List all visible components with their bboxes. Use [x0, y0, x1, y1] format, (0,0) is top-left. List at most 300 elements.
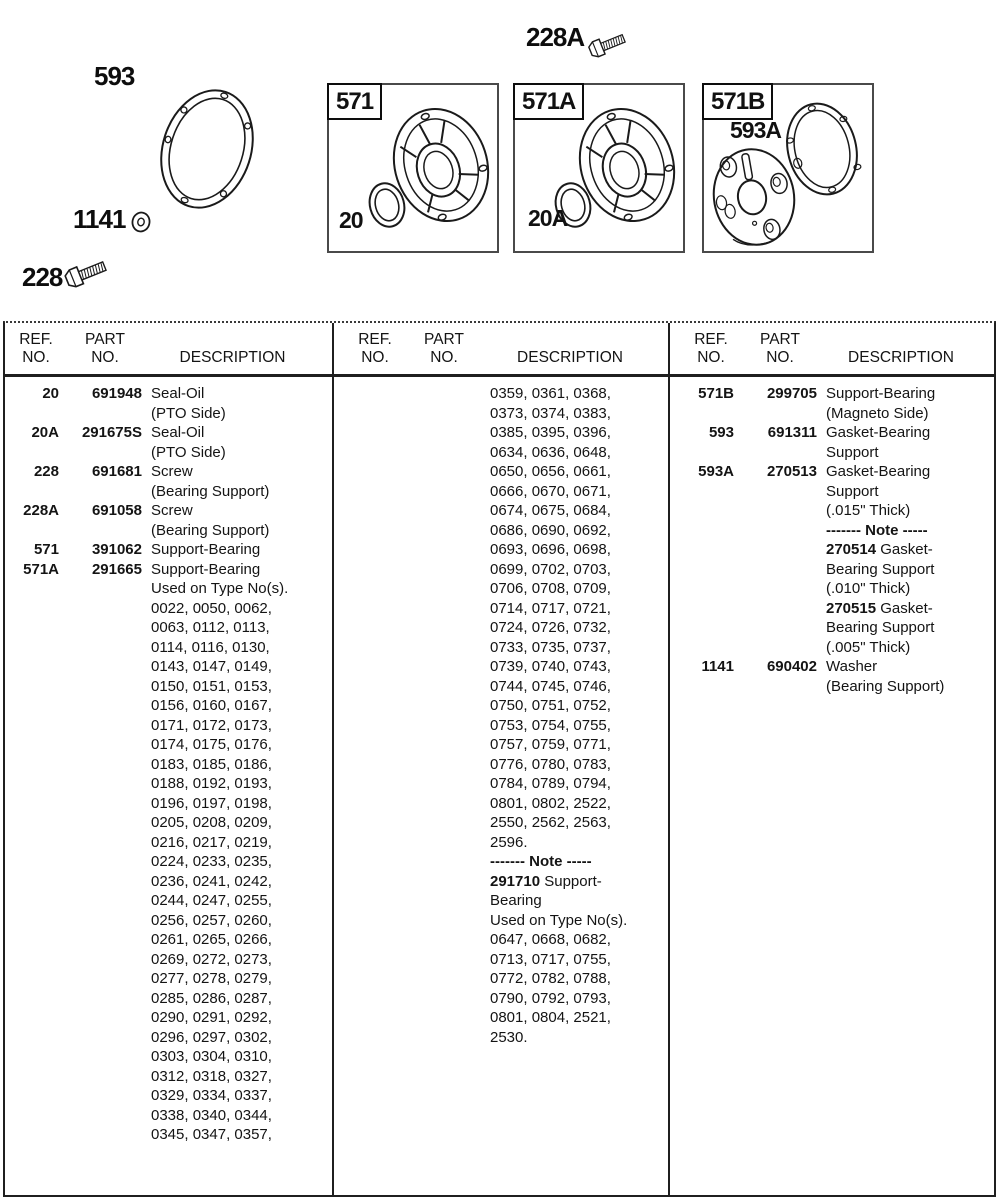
description-cell: 2530.: [490, 1028, 528, 1046]
ref-no-cell: [352, 969, 398, 989]
part-row-continuation: [13, 833, 328, 853]
part-row: [13, 560, 328, 580]
ref-no-cell: 571B: [698, 385, 734, 402]
ref-no-cell: [688, 677, 734, 697]
ref-no-cell: [13, 1047, 59, 1067]
part-row-continuation: [352, 404, 664, 424]
part-no-cell: [407, 891, 481, 911]
part-row-continuation: [13, 1086, 328, 1106]
part-no-cell: [407, 384, 481, 404]
part-no-cell: [68, 1067, 142, 1087]
part-row-continuation: [352, 735, 664, 755]
part-row: [13, 462, 328, 482]
part-no-cell: [68, 1125, 142, 1145]
description-cell: Bearing: [490, 892, 542, 909]
ref-no-cell: 228A: [23, 502, 59, 519]
part-row-continuation: [352, 618, 664, 638]
column3-header: [668, 323, 994, 374]
part-row-continuation: [688, 521, 990, 541]
ref-no-cell: [352, 930, 398, 950]
description-cell: 0143, 0147, 0149,: [151, 658, 272, 675]
part-no-cell: [407, 813, 481, 833]
ref-no-cell: [13, 911, 59, 931]
description-cell: Screw: [151, 463, 193, 480]
part-no-cell: [68, 735, 142, 755]
part-row-continuation: [13, 1067, 328, 1087]
part-row-continuation: [13, 794, 328, 814]
ref-no-cell: [13, 638, 59, 658]
part-no-cell: [407, 521, 481, 541]
part-box-571b: [702, 83, 874, 253]
description-cell: Washer: [826, 658, 878, 675]
part-row-continuation: [688, 560, 990, 580]
description-cell: 0757, 0759, 0771,: [490, 736, 611, 753]
ref-no-cell: [352, 891, 398, 911]
part-no-cell: [68, 443, 142, 463]
part-row-continuation: [688, 677, 990, 697]
part-row-continuation: [352, 540, 664, 560]
part-row-continuation: [13, 638, 328, 658]
part-row-continuation: [352, 852, 664, 872]
ref-no-cell: [352, 872, 398, 892]
part-no-header: PART NO.: [760, 331, 800, 366]
description-cell: 0776, 0780, 0783,: [490, 755, 611, 773]
description-header: DESCRIPTION: [179, 349, 286, 366]
part-row-continuation: [352, 969, 664, 989]
ref-no-cell: [352, 618, 398, 638]
part-row: [13, 501, 328, 521]
ref-no-cell: [688, 404, 734, 424]
description-cell: 0296, 0297, 0302,: [151, 1028, 272, 1046]
description-cell: 0196, 0197, 0198,: [151, 794, 272, 812]
part-no-cell: [743, 482, 817, 502]
callout-label-228a: 228A: [526, 22, 585, 52]
ref-no-cell: [13, 618, 59, 638]
callout-label-20: 20: [339, 207, 363, 233]
part-row-continuation: [352, 1028, 664, 1048]
description-cell: 270514 Gasket-: [826, 541, 933, 558]
ref-no-cell: [352, 560, 398, 580]
description-cell: (PTO Side): [151, 404, 226, 422]
part-row-continuation: [13, 852, 328, 872]
ref-no-cell: [688, 482, 734, 502]
description-cell: Bearing Support: [826, 560, 935, 578]
ref-no-cell: [688, 579, 734, 599]
part-no-cell: [68, 638, 142, 658]
ref-no-cell: [352, 579, 398, 599]
ref-no-cell: [352, 755, 398, 775]
ref-no-cell: [13, 755, 59, 775]
part-no-cell: 691948: [91, 385, 142, 402]
ref-no-cell: [13, 813, 59, 833]
ref-no-cell: [13, 677, 59, 697]
part-no-cell: [407, 618, 481, 638]
ref-no-cell: [688, 638, 734, 658]
part-row: [688, 462, 990, 482]
ref-no-cell: [13, 950, 59, 970]
description-cell: Support: [826, 443, 879, 461]
ref-no-cell: [352, 911, 398, 931]
ref-no-cell: 571A: [23, 560, 59, 578]
part-row-continuation: [13, 872, 328, 892]
ref-no-header: REF. NO.: [694, 331, 728, 366]
description-cell: Support-Bearing: [151, 541, 261, 558]
description-cell: 0739, 0740, 0743,: [490, 658, 611, 675]
part-no-cell: [68, 969, 142, 989]
ref-no-cell: 228: [33, 463, 59, 480]
ref-no-cell: [13, 891, 59, 911]
ref-no-cell: [13, 579, 59, 599]
table-column-2: [332, 377, 668, 1195]
part-row-continuation: [688, 443, 990, 463]
part-no-cell: [407, 696, 481, 716]
part-no-cell: [407, 833, 481, 853]
description-cell: Bearing Support: [826, 619, 935, 636]
description-cell: Gasket-Bearing: [826, 463, 931, 480]
part-row-continuation: [13, 989, 328, 1009]
part-no-cell: [68, 930, 142, 950]
description-cell: 0269, 0272, 0273,: [151, 950, 272, 968]
part-row-continuation: [352, 716, 664, 736]
ref-no-cell: [352, 443, 398, 463]
ref-no-cell: [13, 969, 59, 989]
ref-no-cell: [13, 989, 59, 1009]
column2-header: [332, 323, 668, 374]
part-box-571: [327, 83, 499, 253]
ref-no-cell: 1141: [701, 658, 734, 675]
part-row-continuation: [352, 423, 664, 443]
table-body: [5, 377, 994, 1195]
part-row-continuation: [13, 618, 328, 638]
part-row: [13, 384, 328, 404]
ref-no-cell: [688, 501, 734, 521]
ref-no-cell: [352, 950, 398, 970]
part-row-continuation: [352, 599, 664, 619]
ref-no-cell: [352, 482, 398, 502]
part-row-continuation: [13, 1047, 328, 1067]
ref-no-cell: [352, 599, 398, 619]
description-cell: Seal-Oil: [151, 424, 205, 441]
description-cell: 0256, 0257, 0260,: [151, 911, 272, 929]
part-no-cell: [68, 599, 142, 619]
part-no-cell: [68, 1008, 142, 1028]
part-no-cell: [407, 462, 481, 482]
part-row-continuation: [352, 677, 664, 697]
ref-no-cell: [352, 774, 398, 794]
ref-no-cell: [13, 833, 59, 853]
description-cell: 0312, 0318, 0327,: [151, 1067, 272, 1085]
description-cell: (Bearing Support): [826, 677, 945, 695]
part-row-continuation: [13, 716, 328, 736]
ref-no-cell: [13, 1008, 59, 1028]
description-cell: 0285, 0286, 0287,: [151, 989, 272, 1007]
part-row-continuation: [13, 1028, 328, 1048]
part-row-continuation: [13, 813, 328, 833]
part-no-cell: [68, 1028, 142, 1048]
part-no-cell: [68, 911, 142, 931]
part-no-cell: [68, 794, 142, 814]
ref-no-cell: [352, 638, 398, 658]
part-no-cell: 691058: [91, 502, 142, 519]
callout-label-593a: 593A: [730, 117, 781, 143]
description-cell: Support-Bearing: [151, 560, 261, 578]
part-row-continuation: [13, 969, 328, 989]
ref-no-cell: [352, 404, 398, 424]
ref-no-cell: [352, 989, 398, 1009]
part-row-continuation: [13, 891, 328, 911]
description-cell: 0345, 0347, 0357,: [151, 1126, 272, 1143]
description-cell: (PTO Side): [151, 443, 226, 461]
description-cell: (.005" Thick): [826, 638, 911, 656]
part-no-cell: [407, 677, 481, 697]
ref-no-cell: 20: [42, 385, 59, 402]
part-row-continuation: [352, 891, 664, 911]
washer-1141-icon: [128, 209, 154, 235]
part-row-continuation: [13, 911, 328, 931]
description-cell: 291710 Support-: [490, 872, 602, 890]
part-no-cell: [407, 404, 481, 424]
ref-no-cell: [688, 521, 734, 541]
ref-no-cell: [13, 1106, 59, 1126]
part-no-cell: [743, 579, 817, 599]
part-row-continuation: [352, 930, 664, 950]
ref-no-cell: [13, 521, 59, 541]
part-row-continuation: [13, 1106, 328, 1126]
ref-no-cell: [13, 930, 59, 950]
description-cell: 0647, 0668, 0682,: [490, 931, 611, 948]
ref-no-cell: [688, 618, 734, 638]
part-no-cell: [407, 716, 481, 736]
description-cell: 0216, 0217, 0219,: [151, 833, 272, 851]
ref-no-cell: [352, 794, 398, 814]
part-row-continuation: [13, 482, 328, 502]
description-cell: 0156, 0160, 0167,: [151, 697, 272, 714]
description-cell: 0224, 0233, 0235,: [151, 853, 272, 870]
part-row-continuation: [688, 540, 990, 560]
part-row-continuation: [352, 482, 664, 502]
part-no-cell: [407, 911, 481, 931]
description-cell: 0650, 0656, 0661,: [490, 463, 611, 480]
part-no-cell: 270513: [766, 463, 817, 480]
part-no-cell: [743, 560, 817, 580]
hex-bolt-228a-icon: [586, 22, 634, 60]
description-cell: 0063, 0112, 0113,: [151, 619, 270, 636]
part-no-cell: [68, 1047, 142, 1067]
ref-no-cell: [13, 1067, 59, 1087]
part-row: [688, 423, 990, 443]
part-row-continuation: [352, 579, 664, 599]
part-row: [352, 384, 664, 404]
part-no-cell: [68, 521, 142, 541]
description-cell: 0385, 0395, 0396,: [490, 424, 611, 441]
part-row-continuation: [688, 482, 990, 502]
description-cell: Support-Bearing: [826, 385, 936, 402]
part-row-continuation: [13, 599, 328, 619]
callout-label-20a: 20A: [528, 205, 568, 231]
part-no-cell: [407, 540, 481, 560]
part-no-cell: 691311: [767, 424, 817, 441]
part-no-cell: [68, 677, 142, 697]
description-cell: 0373, 0374, 0383,: [490, 404, 611, 422]
part-row-continuation: [352, 911, 664, 931]
part-no-cell: [407, 560, 481, 580]
ref-no-cell: [352, 540, 398, 560]
ref-no-cell: [13, 482, 59, 502]
description-cell: 0674, 0675, 0684,: [490, 502, 611, 519]
part-row-continuation: [352, 950, 664, 970]
description-cell: 0733, 0735, 0737,: [490, 638, 611, 656]
description-cell: Screw: [151, 502, 193, 519]
part-row: [13, 540, 328, 560]
part-row-continuation: [352, 521, 664, 541]
part-box-tag-571b: 571B: [702, 83, 773, 120]
part-row-continuation: [352, 774, 664, 794]
ref-no-cell: 593: [708, 424, 734, 441]
description-cell: 2596.: [490, 833, 528, 851]
description-cell: 0303, 0304, 0310,: [151, 1048, 272, 1065]
part-no-header: PART NO.: [424, 331, 464, 366]
part-row-continuation: [13, 1125, 328, 1145]
callout-label-228: 228: [22, 262, 63, 292]
ref-no-cell: [688, 540, 734, 560]
description-cell: 0750, 0751, 0752,: [490, 697, 611, 714]
description-cell: 0801, 0802, 2522,: [490, 794, 611, 812]
part-no-cell: [407, 599, 481, 619]
ref-no-cell: 571: [33, 541, 59, 558]
ref-no-cell: [352, 1008, 398, 1028]
part-box-571a: [513, 83, 685, 253]
ref-no-cell: [352, 833, 398, 853]
part-row-continuation: [688, 599, 990, 619]
description-cell: 0150, 0151, 0153,: [151, 677, 272, 695]
description-cell: 0114, 0116, 0130,: [151, 638, 270, 656]
part-no-cell: 291675S: [81, 424, 142, 441]
part-row-continuation: [352, 443, 664, 463]
part-no-cell: [68, 891, 142, 911]
description-cell: 0634, 0636, 0648,: [490, 443, 611, 461]
part-no-cell: 690402: [766, 658, 817, 675]
description-header: DESCRIPTION: [517, 349, 623, 366]
part-no-cell: [68, 716, 142, 736]
gasket-ring-593-icon: [148, 82, 266, 216]
description-cell: Used on Type No(s).: [151, 580, 289, 597]
description-cell: ------- Note -----: [490, 853, 592, 870]
part-row-continuation: [688, 618, 990, 638]
part-row-continuation: [688, 579, 990, 599]
part-no-cell: [68, 404, 142, 424]
description-cell: 0188, 0192, 0193,: [151, 775, 272, 792]
part-row-continuation: [13, 443, 328, 463]
callout-label-1141: 1141: [73, 204, 126, 234]
description-cell: 0699, 0702, 0703,: [490, 560, 611, 578]
part-row-continuation: [13, 579, 328, 599]
description-cell: 0713, 0717, 0755,: [490, 950, 611, 968]
part-no-cell: [743, 404, 817, 424]
description-cell: 0236, 0241, 0242,: [151, 872, 272, 890]
hex-bolt-228-icon: [62, 248, 116, 290]
description-cell: 0772, 0782, 0788,: [490, 970, 611, 987]
part-row-continuation: [13, 677, 328, 697]
part-no-cell: [68, 872, 142, 892]
part-no-cell: [68, 833, 142, 853]
part-no-cell: [68, 1086, 142, 1106]
description-header: DESCRIPTION: [848, 349, 954, 366]
ref-no-cell: [352, 696, 398, 716]
part-row-continuation: [352, 696, 664, 716]
description-cell: 0183, 0185, 0186,: [151, 755, 272, 773]
description-cell: 0359, 0361, 0368,: [490, 385, 611, 402]
description-cell: 0205, 0208, 0209,: [151, 814, 272, 831]
part-no-cell: [407, 443, 481, 463]
ref-no-header: REF. NO.: [19, 331, 53, 366]
part-no-cell: [407, 657, 481, 677]
ref-no-cell: [13, 657, 59, 677]
part-row: [688, 657, 990, 677]
part-no-cell: [407, 735, 481, 755]
description-cell: (.015" Thick): [826, 502, 911, 519]
part-no-cell: [68, 852, 142, 872]
part-row-continuation: [352, 813, 664, 833]
ref-no-cell: [13, 404, 59, 424]
part-no-cell: [407, 1008, 481, 1028]
part-row-continuation: [352, 794, 664, 814]
ref-no-cell: [13, 852, 59, 872]
ref-no-cell: [688, 560, 734, 580]
part-row-continuation: [13, 696, 328, 716]
callout-label-593: 593: [94, 61, 135, 91]
part-no-cell: [407, 872, 481, 892]
description-cell: 0022, 0050, 0062,: [151, 599, 272, 617]
description-cell: 0174, 0175, 0176,: [151, 736, 272, 753]
description-cell: ------- Note -----: [826, 521, 928, 539]
part-no-cell: [743, 677, 817, 697]
description-cell: 0706, 0708, 0709,: [490, 580, 611, 597]
part-row-continuation: [13, 657, 328, 677]
part-no-cell: 291665: [91, 560, 142, 578]
part-no-cell: [68, 989, 142, 1009]
part-no-cell: [407, 755, 481, 775]
ref-no-cell: [352, 384, 398, 404]
part-no-cell: [407, 989, 481, 1009]
part-row-continuation: [352, 560, 664, 580]
part-row-continuation: [352, 638, 664, 658]
description-cell: 0801, 0804, 2521,: [490, 1009, 611, 1026]
description-cell: 0338, 0340, 0344,: [151, 1106, 272, 1124]
part-no-cell: [743, 521, 817, 541]
ref-no-cell: [13, 443, 59, 463]
ref-no-cell: [13, 1086, 59, 1106]
description-cell: 270515 Gasket-: [826, 599, 933, 617]
part-no-cell: [407, 482, 481, 502]
description-cell: Support: [826, 482, 879, 500]
part-no-cell: [743, 638, 817, 658]
ref-no-cell: [352, 423, 398, 443]
ref-no-cell: [352, 852, 398, 872]
table-column-3: [668, 377, 994, 1195]
part-no-cell: [407, 774, 481, 794]
part-row-continuation: [352, 989, 664, 1009]
part-row-continuation: [688, 404, 990, 424]
part-no-cell: [407, 930, 481, 950]
description-cell: (Bearing Support): [151, 482, 270, 500]
part-row-continuation: [13, 735, 328, 755]
part-no-cell: [407, 950, 481, 970]
ref-no-cell: [352, 657, 398, 677]
part-no-cell: [743, 443, 817, 463]
ref-no-cell: [13, 735, 59, 755]
part-no-cell: [407, 638, 481, 658]
ref-no-cell: [352, 521, 398, 541]
